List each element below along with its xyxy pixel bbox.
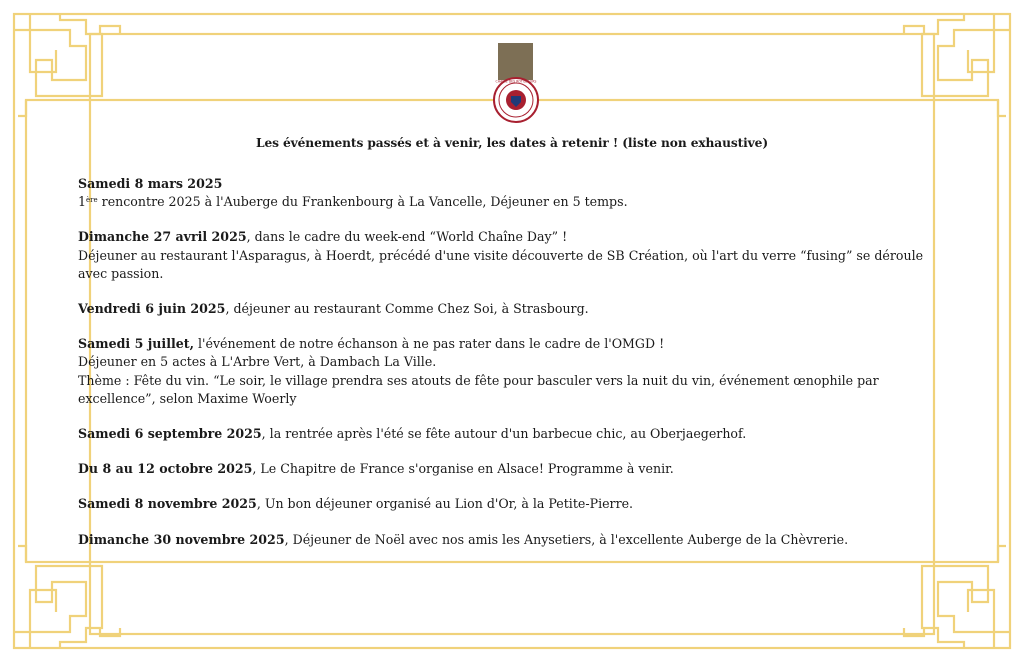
event-detail: Déjeuner en 5 actes à L'Arbre Vert, à Dambach La Ville. [78,354,437,370]
event-item [78,300,940,318]
event-summary: , déjeuner au restaurant Comme Chez Soi, à Strasbourg. [225,301,589,317]
event-detail [78,193,940,211]
event-date: Du 8 au 12 octobre 2025 [78,461,253,477]
event-date: Samedi 8 novembre 2025 [78,496,257,512]
event-summary: , dans le cadre du week-end “World Chaîne Day” ! [246,229,568,245]
event-item [78,531,940,549]
event-text: rencontre 2025 à l'Auberge du Frankenbourg à La Vancelle, Déjeuner en 5 temps. [101,194,628,210]
ribbon [498,43,533,80]
event-summary: , Un bon déjeuner organisé au Lion d'Or, à la Petite-Pierre. [256,496,634,512]
page-title: Les événements passés et à venir, les dates à retenir ! (liste non exhaustive) [255,136,768,150]
event-date: Dimanche 27 avril 2025 [78,229,247,245]
event-item [78,175,940,211]
event-item [78,495,940,513]
seal-icon [492,76,540,124]
ordinal: 1 [78,194,87,210]
event-date: Samedi 8 mars 2025 [78,176,223,191]
event-item [78,228,940,283]
event-detail: Déjeuner au restaurant l'Asparagus, à Hoerdt, précédé d'une visite découverte de SB Création, où l'art du verre “fusing” se déroule avec passion. [78,247,924,281]
event-date: Samedi 5 juillet, [78,336,194,352]
event-item [78,460,940,478]
event-summary: , Le Chapitre de France s'organise en Alsace! Programme à venir. [252,461,674,477]
event-summary: l'événement de notre échanson à ne pas rater dans le cadre de l'OMGD ! [194,336,665,352]
event-item [78,425,940,443]
event-date: Samedi 6 septembre 2025 [78,426,262,442]
event-summary: , la rentrée après l'été se fête autour d'un barbecue chic, au Oberjaegerhof. [261,426,747,442]
event-date: Vendredi 6 juin 2025 [78,301,226,317]
event-summary: , Déjeuner de Noël avec nos amis les Anysetiers, à l'excellente Auberge de la Chèvrerie. [284,531,849,547]
seal-text: CHAINE DES ROTISSEURS [495,79,537,84]
event-list [78,175,940,566]
event-item [78,335,940,408]
event-detail: Thème : Fête du vin. “Le soir, le village prendra ses atouts de fête pour basculer vers la nuit du vin, événement œnophile par excellence”, selon Maxime Woerly [78,372,879,406]
event-date: Dimanche 30 novembre 2025 [78,531,285,547]
ordinal-suffix: ère [86,196,98,205]
